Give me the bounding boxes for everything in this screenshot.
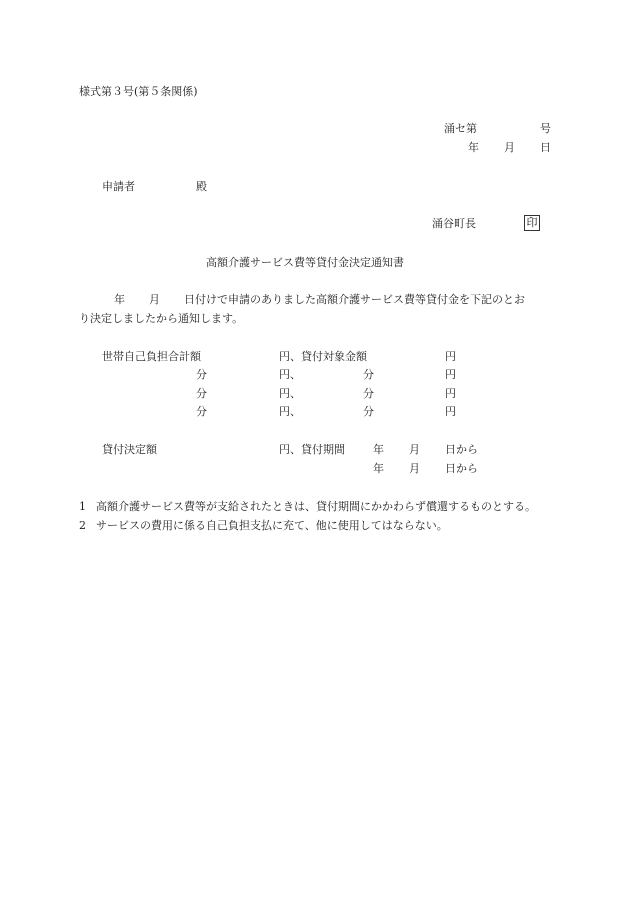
period-start-year: 年: [373, 443, 384, 456]
row3-yen-comma: 円、: [279, 387, 301, 400]
date-day: 日: [540, 141, 551, 154]
period-label: 円、貸付期間: [279, 443, 345, 456]
loan-target-label: 円、貸付対象金額: [279, 350, 367, 363]
row3-fun-right: 分: [363, 387, 374, 400]
period-end-year: 年: [373, 462, 384, 475]
burden-label: 世帯自己負担合計額: [102, 350, 201, 363]
applicant-honorific: 殿: [196, 180, 207, 193]
row1-yen: 円: [445, 350, 456, 363]
body-year: 年: [114, 293, 125, 306]
note-1-text: 高額介護サービス費等が支給されたときは、貸付期間にかかわらず償還するものとする。: [96, 500, 536, 513]
body-line1: 日付けで申請のありました高額介護サービス費等貸付金を下記のとお: [184, 293, 525, 306]
row2-yen-comma: 円、: [279, 368, 301, 381]
period-end-month: 月: [409, 462, 420, 475]
date-year: 年: [468, 141, 479, 154]
row4-fun-left: 分: [196, 405, 207, 418]
doc-number-prefix: 涌セ第: [444, 122, 477, 135]
note-1-number: 1: [79, 500, 86, 513]
row4-yen: 円: [445, 405, 456, 418]
doc-number-suffix: 号: [540, 122, 551, 135]
row4-yen-comma: 円、: [279, 405, 301, 418]
issuer-title: 涌谷町長: [432, 217, 476, 230]
body-line2: り決定しましたから通知します。: [79, 312, 244, 325]
seal-mark: 印: [524, 215, 540, 231]
date-month: 月: [504, 141, 515, 154]
period-start-month: 月: [409, 443, 420, 456]
document-title: 高額介護サービス費等貸付金決定通知書: [206, 256, 404, 269]
period-start-from: 日から: [445, 443, 478, 456]
row4-fun-right: 分: [363, 405, 374, 418]
row2-fun-right: 分: [363, 368, 374, 381]
form-number: 様式第３号(第５条関係): [79, 85, 198, 98]
row3-yen: 円: [445, 387, 456, 400]
row2-yen: 円: [445, 368, 456, 381]
row3-fun-left: 分: [196, 387, 207, 400]
note-2-text: サービスの費用に係る自己負担支払に充て、他に使用してはならない。: [96, 519, 448, 532]
decision-label: 貸付決定額: [102, 443, 157, 456]
note-2-number: 2: [79, 519, 86, 532]
applicant-label: 申請者: [102, 180, 135, 193]
body-month: 月: [149, 293, 160, 306]
row2-fun-left: 分: [196, 368, 207, 381]
period-end-from: 日から: [445, 462, 478, 475]
